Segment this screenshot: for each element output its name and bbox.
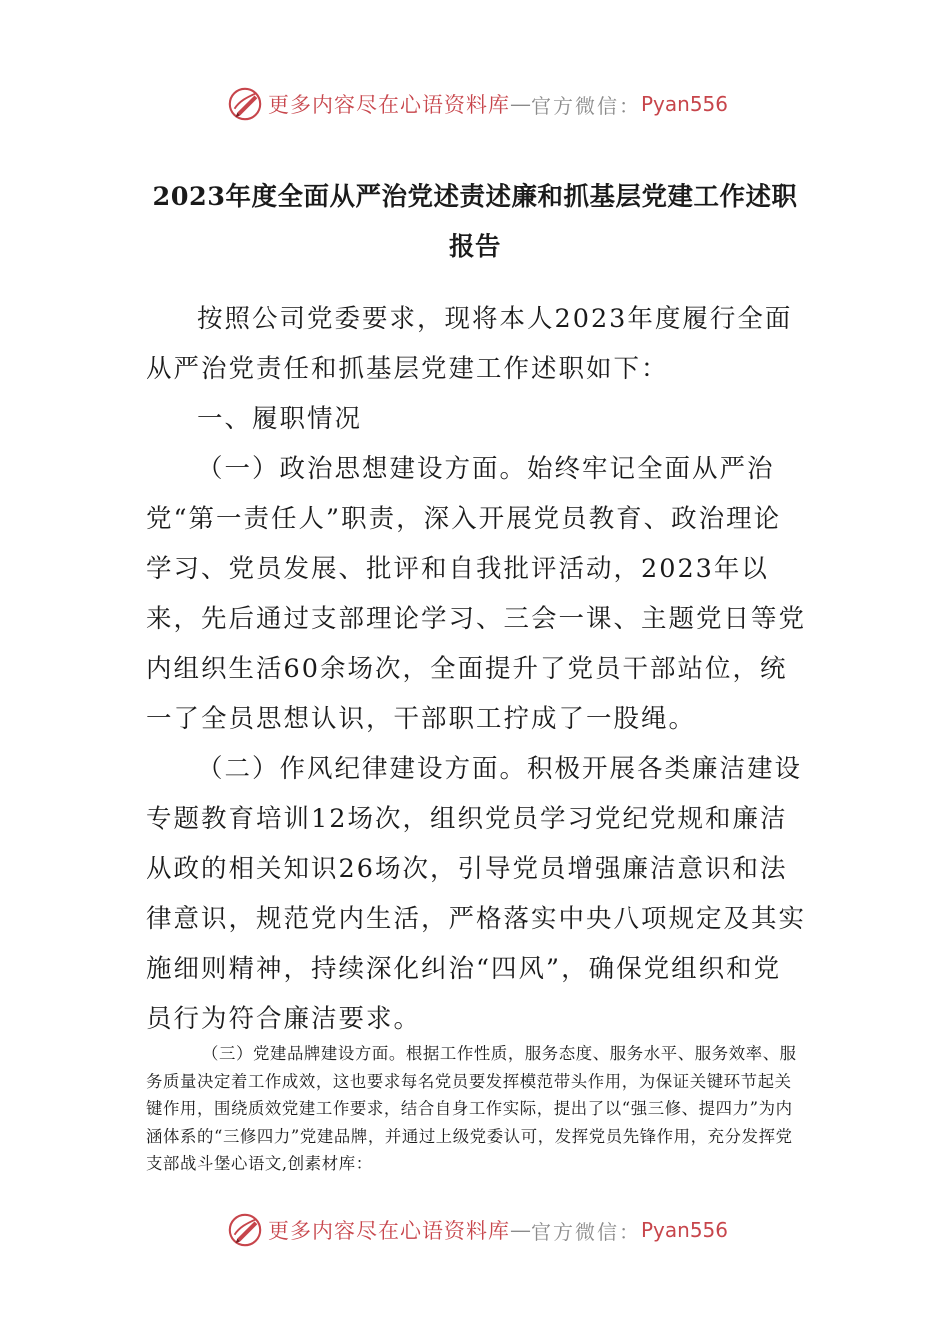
watermark-main-text: 更多内容尽在心语资料库 xyxy=(268,1219,510,1243)
watermark-separator: — xyxy=(510,1218,531,1242)
document-title: 2023年度全面从严治党述责述廉和抓基层党建工作述职报告 xyxy=(152,182,798,262)
paragraph-discipline: （二）作风纪律建设方面。积极开展各类廉洁建设专题教育培训12场次，组织党员学习党纪党规和廉洁从政的相关知识26场次，引导党员增强廉洁意识和法律意识，规范党内生活，严格落实中央八项规定及其实施细则精神，持续深化纠治“四风”，确保党组织和党员行为符合廉洁要求。 xyxy=(146,754,807,1034)
watermark-label: 官方微信： xyxy=(531,93,641,118)
watermark-main-text: 更多内容尽在心语资料库 xyxy=(268,93,510,117)
pen-in-circle-logo xyxy=(226,1211,264,1249)
watermark-wechat-id: Pyan556 xyxy=(641,1218,729,1242)
pen-in-circle-logo xyxy=(226,85,264,123)
watermark-label: 官方微信： xyxy=(531,1219,641,1244)
document-body xyxy=(146,294,806,1044)
watermark-footer xyxy=(226,1208,728,1252)
intro-paragraph: 按照公司党委要求，现将本人2023年度履行全面从严治党责任和抓基层党建工作述职如下： xyxy=(146,304,793,384)
paragraph-brand: （三）党建品牌建设方面。根据工作性质，服务态度、服务水平、服务效率、服务质量决定着工作成效，这也要求每名党员要发挥模范带头作用，为保证关键环节起关键作用，围绕质效党建工作要求，结合自身工作实际，提出了以“强三修、提四力”为内涵体系的“三修四力”党建品牌，并通过上级党委认可，发挥党员先锋作用，充分发挥党支部战斗堡心语文,创素材库： xyxy=(146,1044,797,1173)
watermark-header xyxy=(226,82,728,126)
watermark-separator: — xyxy=(510,92,531,116)
watermark-wechat-id: Pyan556 xyxy=(641,92,729,116)
section-heading: 一、履职情况 xyxy=(197,404,363,434)
paragraph-political: （一）政治思想建设方面。始终牢记全面从严治党“第一责任人”职责，深入开展党员教育、政治理论学习、党员发展、批评和自我批评活动，2023年以来，先后通过支部理论学习、三会一课、主题党日等党内组织生活60余场次，全面提升了党员干部站位，统一了全员思想认识，干部职工拧成了一股绳。 xyxy=(146,454,807,734)
